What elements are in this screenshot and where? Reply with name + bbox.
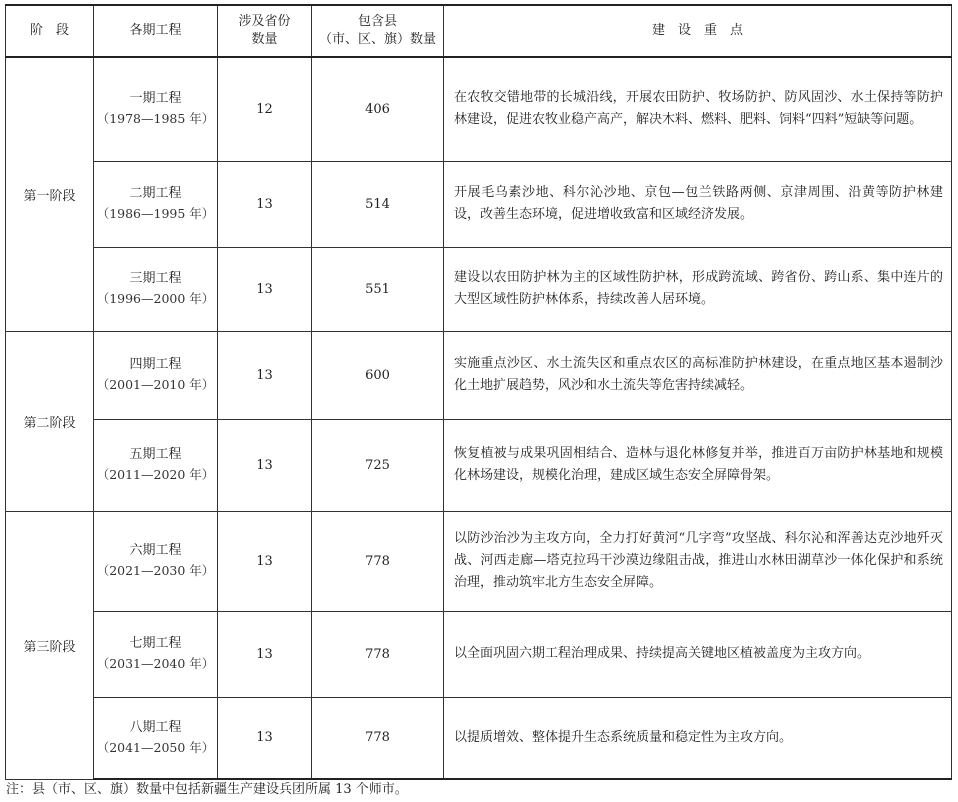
header-counties — [312, 5, 444, 57]
focus-text: 实施重点沙区、水土流失区和重点农区的高标准防护林建设，在重点地区基本遏制沙化土地扩展趋势，风沙和水土流失等危害持续减轻。 — [444, 331, 952, 419]
stage-label: 第三阶段 — [6, 511, 94, 779]
provinces-count: 13 — [218, 697, 312, 779]
project-name: 六期工程 — [129, 543, 182, 558]
counties-count: 406 — [312, 57, 444, 161]
table-row — [6, 161, 952, 247]
project-years: （1996—2000 年） — [96, 291, 215, 306]
header-project: 各期工程 — [94, 5, 218, 57]
header-row — [6, 5, 952, 57]
table-row — [6, 247, 952, 331]
project-cell — [94, 611, 218, 697]
table-row — [6, 331, 952, 419]
header-counties-line2: （市、区、旗）数量 — [318, 32, 436, 47]
provinces-count: 13 — [218, 247, 312, 331]
project-years: （2041—2050 年） — [96, 739, 215, 755]
header-provinces-line1: 涉及省份 — [238, 14, 291, 29]
counties-count: 551 — [312, 247, 444, 331]
project-cell — [94, 511, 218, 611]
header-stage: 阶 段 — [6, 5, 94, 57]
project-years: （1978—1985 年） — [96, 111, 215, 127]
counties-count: 778 — [312, 611, 444, 697]
table-row — [6, 511, 952, 611]
focus-text: 以防沙治沙为主攻方向，全力打好黄河“几字弯”攻坚战、科尔沁和浑善达克沙地歼灭战、河西走廊—塔克拉玛干沙漠边缘阻击战，推进山水林田湖草沙一体化保护和系统治理，推动筑牢北方生态安全屏障。 — [444, 511, 952, 611]
project-cell — [94, 419, 218, 511]
provinces-count: 13 — [218, 419, 312, 511]
focus-text: 以全面巩固六期工程治理成果、持续提高关键地区植被盖度为主攻方向。 — [444, 611, 952, 697]
project-name: 三期工程 — [129, 271, 182, 286]
table-row — [6, 57, 952, 161]
project-name: 四期工程 — [129, 357, 182, 372]
counties-count: 514 — [312, 161, 444, 247]
provinces-count: 13 — [218, 331, 312, 419]
project-name: 五期工程 — [129, 447, 182, 462]
table-row — [6, 611, 952, 697]
project-years: （2031—2040 年） — [96, 656, 215, 671]
focus-text: 以提质增效、整体提升生态系统质量和稳定性为主攻方向。 — [444, 697, 952, 779]
stage-label: 第二阶段 — [6, 331, 94, 511]
counties-count: 600 — [312, 331, 444, 419]
provinces-count: 13 — [218, 511, 312, 611]
project-cell — [94, 697, 218, 779]
stages-table — [5, 4, 952, 780]
project-years: （2011—2020 年） — [96, 467, 215, 482]
project-name: 七期工程 — [129, 636, 182, 651]
project-name: 二期工程 — [129, 186, 182, 201]
provinces-count: 13 — [218, 161, 312, 247]
project-cell — [94, 57, 218, 161]
counties-count: 778 — [312, 697, 444, 779]
table-footnote: 注：县（市、区、旗）数量中包括新疆生产建设兵团所属 13 个师市。 — [6, 782, 408, 797]
project-years: （1986—1995 年） — [96, 206, 215, 221]
provinces-count: 12 — [218, 57, 312, 161]
provinces-count: 13 — [218, 611, 312, 697]
counties-count: 778 — [312, 511, 444, 611]
table-row — [6, 697, 952, 779]
stage-label: 第一阶段 — [6, 57, 94, 331]
project-years: （2001—2010 年） — [96, 377, 215, 392]
project-years: （2021—2030 年） — [96, 563, 215, 578]
header-provinces-line2: 数量 — [251, 32, 278, 47]
project-cell — [94, 161, 218, 247]
header-counties-line1: 包含县 — [357, 14, 397, 29]
table-row — [6, 419, 952, 511]
header-provinces — [218, 5, 312, 57]
focus-text: 恢复植被与成果巩固相结合、造林与退化林修复并举，推进百万亩防护林基地和规模化林场建设，规模化治理，建成区域生态安全屏障骨架。 — [444, 419, 952, 511]
focus-text: 开展毛乌素沙地、科尔沁沙地、京包—包兰铁路两侧、京津周围、沿黄等防护林建设，改善生态环境，促进增收致富和区域经济发展。 — [444, 161, 952, 247]
project-name: 八期工程 — [129, 719, 182, 735]
focus-text: 建设以农田防护林为主的区域性防护林，形成跨流域、跨省份、跨山系、集中连片的大型区域性防护林体系，持续改善人居环境。 — [444, 247, 952, 331]
header-focus: 建 设 重 点 — [444, 5, 952, 57]
project-cell — [94, 247, 218, 331]
focus-text: 在农牧交错地带的长城沿线，开展农田防护、牧场防护、防风固沙、水土保持等防护林建设，促进农牧业稳产高产，解决木料、燃料、肥料、饲料“四料”短缺等问题。 — [444, 57, 952, 161]
project-cell — [94, 331, 218, 419]
counties-count: 725 — [312, 419, 444, 511]
project-name: 一期工程 — [129, 91, 182, 107]
